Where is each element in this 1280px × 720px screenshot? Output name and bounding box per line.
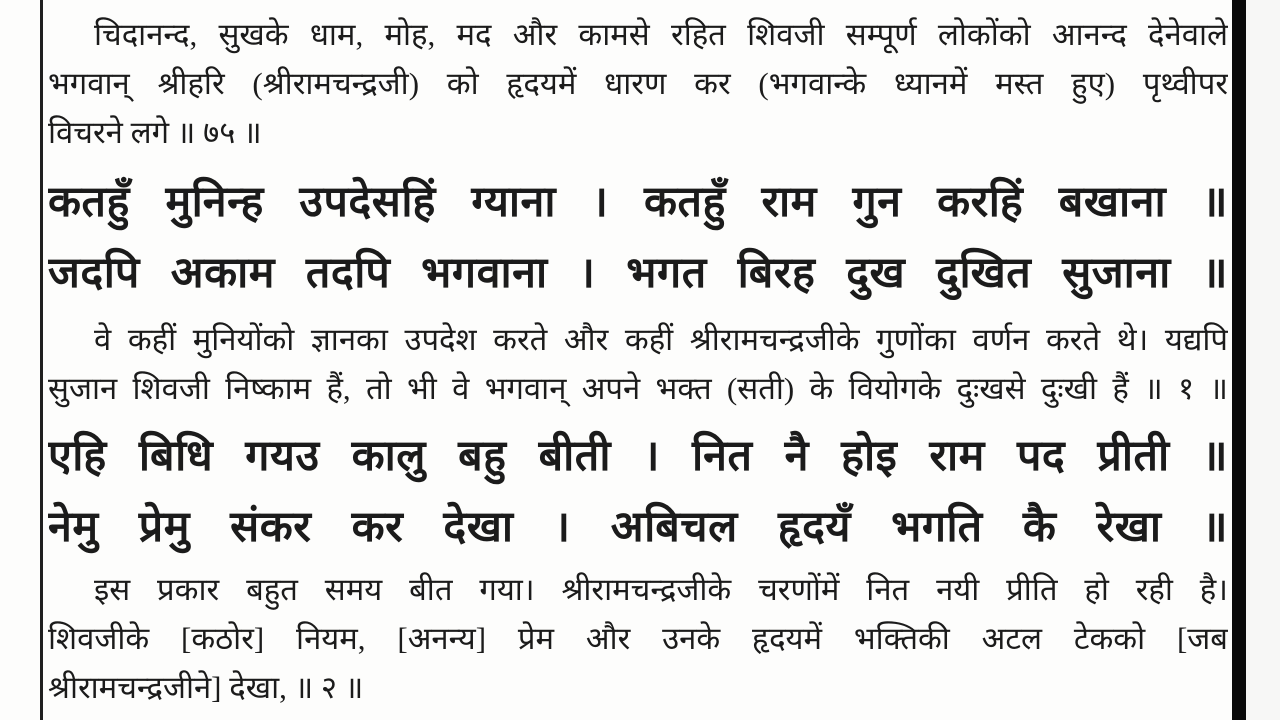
chaupai-verse-2: [48, 421, 1228, 563]
verse-line: जदपि अकाम तदपि भगवाना । भगत बिरह दुख दुखित सुजाना ॥: [48, 250, 1228, 297]
verse-line: नेमु प्रेमु संकर कर देखा । अबिचल हृदयँ भगति कै रेखा ॥: [48, 504, 1228, 551]
text-line: इस प्रकार बहुत समय बीत गया। श्रीरामचन्द्रजीके चरणोंमें नित नयी प्रीति हो रही है।: [94, 572, 1228, 607]
text-line: सुजान शिवजी निष्काम हैं, तो भी वे भगवान् अपने भक्त (सती) के वियोगके दुःखसे दुःखी हैं ॥ १ ॥: [48, 371, 1228, 406]
verse-line: एहि बिधि गयउ कालु बहु बीती । नित नै होइ राम पद प्रीती ॥: [48, 433, 1228, 480]
commentary-paragraph-1: [48, 315, 1228, 413]
text-line: भगवान् श्रीहरि (श्रीरामचन्द्रजी) को हृदयमें धारण कर (भगवान्के ध्यानमें मस्त हुए) पृथ्वीपर: [48, 66, 1228, 101]
page-left-border: [40, 0, 43, 720]
page-right-gutter-bar: [1232, 0, 1246, 720]
chaupai-verse-1: [48, 167, 1228, 309]
text-line: विचरने लगे ॥ ७५ ॥: [48, 115, 262, 150]
text-line: वे कहीं मुनियोंको ज्ञानका उपदेश करते और कहीं श्रीरामचन्द्रजीके गुणोंका वर्णन करते थे। यद्यपि: [94, 322, 1228, 357]
commentary-paragraph-75: [48, 10, 1228, 157]
text-line: चिदानन्द, सुखके धाम, मोह, मद और कामसे रहित शिवजी सम्पूर्ण लोकोंको आनन्द देनेवाले: [94, 17, 1228, 52]
text-line: श्रीरामचन्द्रजीने] देखा, ॥ २ ॥: [48, 670, 364, 705]
page-right-margin-strip: [1246, 0, 1280, 720]
page-text-column: [48, 0, 1228, 712]
commentary-paragraph-2: [48, 565, 1228, 712]
text-line: शिवजीके [कठोर] नियम, [अनन्य] प्रेम और उनके हृदयमें भक्तिकी अटल टेकको [जब: [48, 621, 1228, 656]
verse-line: कतहुँ मुनिन्ह उपदेसहिं ग्याना । कतहुँ राम गुन करहिं बखाना ॥: [48, 179, 1228, 226]
